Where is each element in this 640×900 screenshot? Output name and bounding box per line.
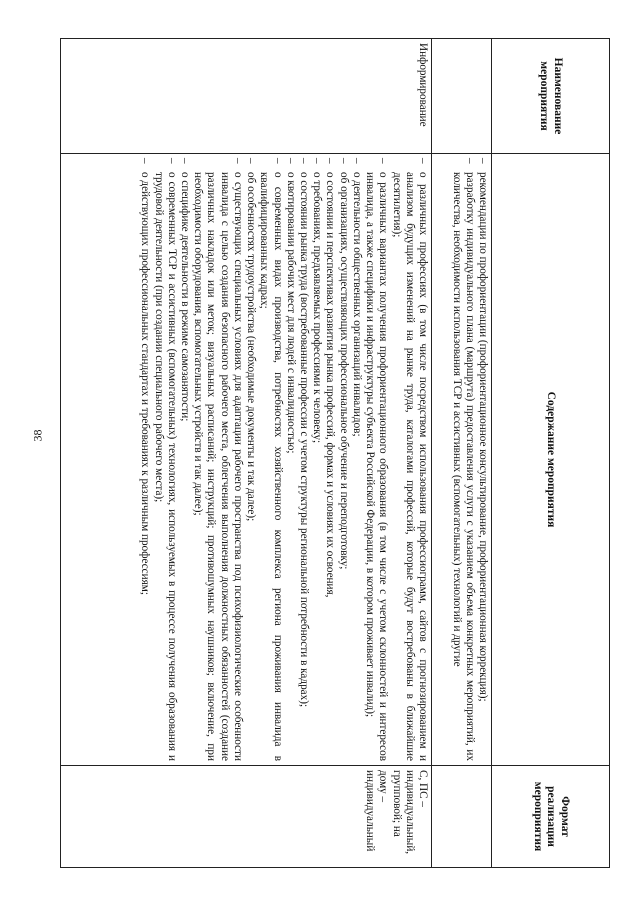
cell-format: С, ПС – индивидуальный, групповой; на дому – индивидуальный xyxy=(61,766,432,868)
list-item: – о специфике деятельности в режиме самозанятости; xyxy=(179,158,192,422)
list-item: – о деятельности общественных организаций инвалидов; xyxy=(350,158,363,437)
list-item: – об особенностях трудоустройства (необходимые документы и так далее); xyxy=(245,158,258,522)
table-header-row xyxy=(492,39,610,868)
list-item: – о различных профессиях (в том числе посредством использования профессиограмм, сайтов с прогнозированием и анализом будущих изменений на рынке труда, каталогами профессий, которые будут востребованы в ближайшие десятилетия); xyxy=(390,158,429,761)
page-number: 38 xyxy=(30,429,45,442)
list-item: – разработку индивидуального плана (маршрута) предоставления услуги с указанием объема конкретных мероприятий, их количества, необходимости использования ТСР и ассистивных (вспомогательных) технологий и другие xyxy=(450,158,476,761)
list-item: – о квотировании рабочих мест для людей с инвалидностью; xyxy=(284,158,297,454)
cell-name xyxy=(432,39,492,154)
table-container xyxy=(60,38,610,868)
list-item: – о существующих специальных условиях для адаптации рабочего пространства под психофизиологические особенности инвалида с целью создания безопасного рабочего места, облегчения выполнения должностных обязанностей (создание различных накладок или меток; визуальных расписаний; инструкций; противошумных наушников; включение, при необходимости оборудования, вспомогательных устройств и так далее); xyxy=(192,158,244,761)
cell-content xyxy=(61,154,432,766)
list-item: – о состоянии и перспективах развития рынка профессий, формах и условиях их освоения, xyxy=(324,158,337,598)
cell-content xyxy=(432,154,492,766)
header-format: Формат реализации мероприятия xyxy=(492,766,610,868)
list-item: – об организациях, осуществляющих профессиональное обучение и переподготовку; xyxy=(337,158,350,570)
list-item: – о действующих профессиональных стандартах и требованиях к различным профессиям; xyxy=(139,158,152,595)
activities-table xyxy=(60,38,610,868)
table-row xyxy=(61,39,432,868)
list-item: – рекомендации по профориентации (профориентационное консультирование, профориентационная коррекция); xyxy=(477,158,489,702)
list-item: – о состоянии рынка труда (востребованные профессии с учетом структуры региональной потребности в кадрах); xyxy=(298,158,311,708)
header-name: Наименование мероприятия xyxy=(492,39,610,154)
list-item: – о современных ТСР и ассистивных (вспомогательных) технологиях, используемых в процессе получения образования и трудовой деятельности (при создании специального рабочего места); xyxy=(152,158,178,761)
cell-format xyxy=(432,766,492,868)
rotated-page-content xyxy=(60,38,610,868)
list-item: – о требованиях, предъявляемых профессиями к человеку; xyxy=(311,158,324,444)
list-item: – о различных вариантах получения профориентационного образования (в том числе с учетом склонностей и интересов инвалида, а также специфики и инфраструктуры субъекта Российской Федерации, в котором проживает инвалид); xyxy=(364,158,390,761)
header-content: Содержание мероприятия xyxy=(492,154,610,766)
table-row xyxy=(432,39,492,868)
list-item: – о современных видах производства, потребностях хозяйственного комплекса региона проживания инвалида в квалифицированных кадрах; xyxy=(258,158,284,761)
cell-name: Информирование xyxy=(61,39,432,154)
